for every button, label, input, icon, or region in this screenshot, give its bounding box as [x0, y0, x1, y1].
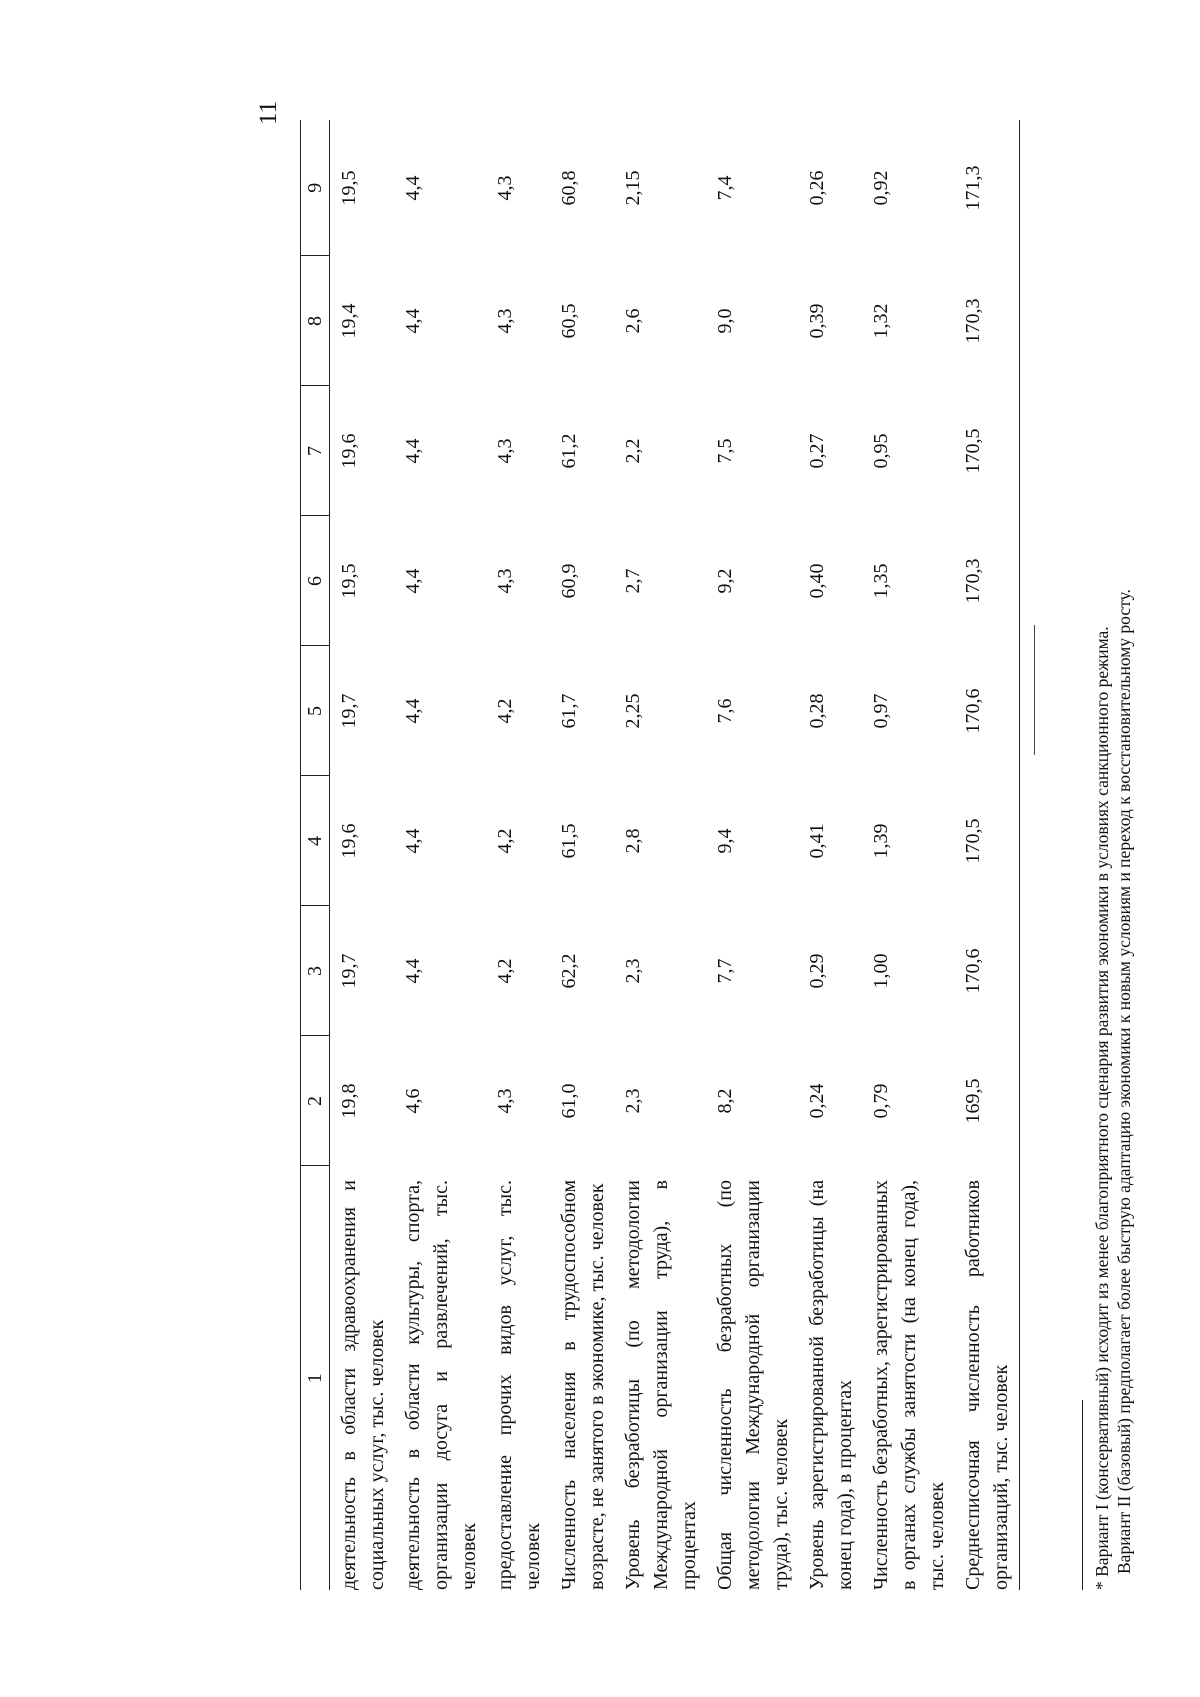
table-cell: 4,4	[402, 828, 424, 854]
table-cell: 4,3	[494, 1088, 516, 1114]
table-cell: 7,7	[714, 958, 736, 984]
footnote-rule	[1082, 1400, 1083, 1590]
table-cell: 170,6	[954, 646, 1020, 776]
table-cell: 4,4	[402, 175, 424, 201]
table-cell: 0,41	[806, 823, 828, 859]
column-header-6: 6	[301, 516, 330, 646]
column-header-3: 3	[301, 906, 330, 1036]
table-cell: 1,32	[870, 303, 892, 339]
table-cell: 2,15	[622, 170, 644, 206]
table-cell: 2,2	[622, 438, 644, 464]
table-cell: 2,6	[622, 308, 644, 334]
table-cell: 4,3	[494, 175, 516, 201]
table-cell: 19,5	[338, 563, 360, 599]
table-row	[798, 120, 862, 1590]
page-number: 11	[255, 100, 282, 125]
table-cell: 2,3	[622, 958, 644, 984]
footnote-variant-2: Вариант II (базовый) предполагает более быструю адаптацию экономики к новым условиям и переход к восстановительному росту.	[1114, 589, 1134, 1574]
table-cell: 0,79	[870, 1083, 892, 1119]
table-cell: 170,3	[954, 516, 1020, 646]
forecast-table	[300, 120, 1020, 1590]
row-label: Численность безработных, зарегистрированных в органах службы занятости (на конец года), тыс. человек	[870, 1180, 948, 1590]
table-cell: 19,6	[338, 433, 360, 469]
table-cell: 1,00	[870, 953, 892, 989]
table-cell: 4,6	[402, 1088, 424, 1114]
table-cell: 1,35	[870, 563, 892, 599]
table-cell: 4,4	[402, 438, 424, 464]
column-header-8: 8	[301, 256, 330, 386]
table-cell: 170,5	[954, 386, 1020, 516]
table-cell: 171,3	[954, 120, 1020, 256]
row-label: Общая численность безработных (по методологии Международной организации труда), тыс. человек	[714, 1180, 792, 1590]
column-header-5: 5	[301, 646, 330, 776]
table-cell: 0,27	[806, 433, 828, 469]
table-cell: 9,2	[714, 568, 736, 594]
table-body	[330, 120, 1020, 1590]
table-cell: 7,4	[714, 175, 736, 201]
table-cell: 9,0	[714, 308, 736, 334]
table-cell: 0,92	[870, 170, 892, 206]
table-cell: 4,2	[494, 958, 516, 984]
table-cell: 4,4	[402, 308, 424, 334]
table-cell: 19,5	[338, 170, 360, 206]
table-cell: 61,0	[558, 1083, 580, 1119]
table-cell: 19,7	[338, 693, 360, 729]
table-cell: 8,2	[714, 1088, 736, 1114]
table-cell: 0,29	[806, 953, 828, 989]
table-cell: 4,4	[402, 568, 424, 594]
table-cell: 4,4	[402, 698, 424, 724]
table-row	[862, 120, 954, 1590]
footnote-variant-1: * Вариант I (консервативный) исходит из менее благоприятного сценария развития экономики в условиях санкционного режима.	[1092, 626, 1112, 1590]
row-label: Среднесписочная численность работников организаций, тыс. человек	[954, 1166, 1020, 1590]
table-cell: 9,4	[714, 828, 736, 854]
row-label: Уровень зарегистрированной безработицы (на конец года), в процентах	[806, 1180, 856, 1590]
table-cell: 61,2	[558, 433, 580, 469]
table-cell: 0,95	[870, 433, 892, 469]
table-cell: 4,3	[494, 568, 516, 594]
row-label: деятельность в области культуры, спорта, организации досуга и развлечений, тыс. человек	[402, 1180, 480, 1590]
table-row	[614, 120, 706, 1590]
table-cell: 7,6	[714, 698, 736, 724]
rotated-page-content	[200, 100, 1200, 1595]
table-cell: 0,28	[806, 693, 828, 729]
table-cell: 170,5	[954, 776, 1020, 906]
table-cell: 170,6	[954, 906, 1020, 1036]
table-cell: 60,5	[558, 303, 580, 339]
table-row	[394, 120, 486, 1590]
table-row	[486, 120, 550, 1590]
table-cell: 60,9	[558, 563, 580, 599]
column-header-9: 9	[301, 120, 330, 256]
table-cell: 4,2	[494, 828, 516, 854]
column-header-7: 7	[301, 386, 330, 516]
table-cell: 19,6	[338, 823, 360, 859]
table-cell: 0,39	[806, 303, 828, 339]
table-cell: 19,4	[338, 303, 360, 339]
table-cell: 0,40	[806, 563, 828, 599]
column-header-4: 4	[301, 776, 330, 906]
table-cell: 4,3	[494, 308, 516, 334]
column-header-2: 2	[301, 1036, 330, 1166]
row-label: предоставление прочих видов услуг, тыс. человек	[494, 1180, 544, 1590]
table-cell: 2,3	[622, 1088, 644, 1114]
table-cell: 60,8	[558, 170, 580, 206]
table-cell: 61,7	[558, 693, 580, 729]
table-cell: 1,39	[870, 823, 892, 859]
table-cell: 4,2	[494, 698, 516, 724]
table-cell: 2,7	[622, 568, 644, 594]
column-header-1: 1	[301, 1166, 330, 1590]
table-cell: 170,3	[954, 256, 1020, 386]
table-cell: 4,4	[402, 958, 424, 984]
table-cell: 19,7	[338, 953, 360, 989]
row-label: Численность населения в трудоспособном возрасте, не занятого в экономике, тыс. человек	[558, 1180, 608, 1590]
table-row	[550, 120, 614, 1590]
table-cell: 19,8	[338, 1083, 360, 1119]
table-cell: 0,97	[870, 693, 892, 729]
table-header-row	[301, 120, 330, 1590]
table-row	[706, 120, 798, 1590]
table-cell: 2,8	[622, 828, 644, 854]
separator-line	[1034, 625, 1035, 755]
footnotes	[1082, 490, 1135, 1590]
table-cell: 0,26	[806, 170, 828, 206]
table-cell: 0,24	[806, 1083, 828, 1119]
table-row	[954, 120, 1020, 1590]
table-cell: 61,5	[558, 823, 580, 859]
row-label: деятельность в области здравоохранения и социальных услуг, тыс. человек	[338, 1180, 388, 1590]
table-cell: 2,25	[622, 693, 644, 729]
table-cell: 169,5	[954, 1036, 1020, 1166]
table-cell: 7,5	[714, 438, 736, 464]
row-label: Уровень безработицы (по методологии Международной организации труда), в процентах	[622, 1180, 700, 1590]
table-row	[330, 120, 395, 1590]
table-cell: 4,3	[494, 438, 516, 464]
table-cell: 62,2	[558, 953, 580, 989]
